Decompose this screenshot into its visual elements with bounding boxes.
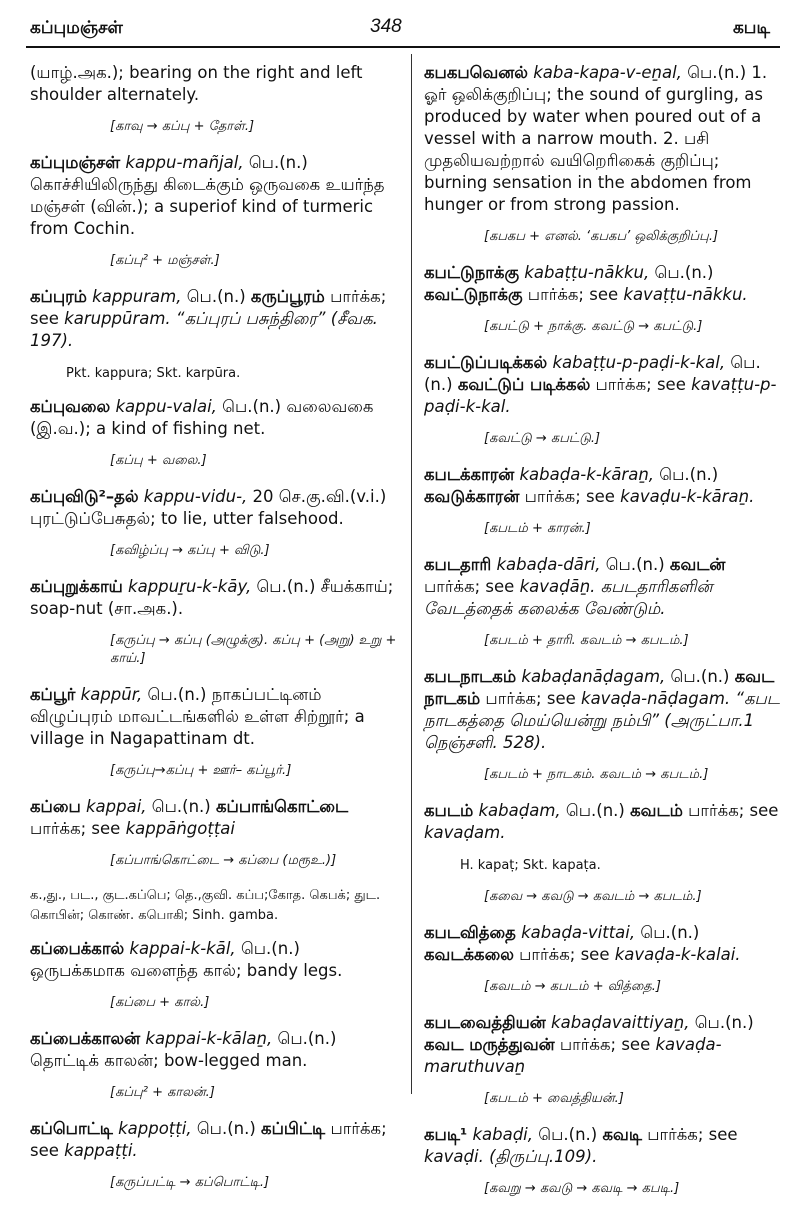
etymology-note: [கவடம் → கபடம் + வித்தை.] [484,979,661,994]
dictionary-entry [30,796,400,840]
dictionary-entry [424,666,782,754]
entry-see-text: பார்க்க; see [519,945,610,964]
entry-headword: கபட்டுப்படிக்கல் [424,353,548,372]
entry-see-target: kavaḍāṉ. கபடதாரிகளின் வேடத்தைக் கலைக்க வேண்டும். [424,577,713,618]
entry-see-target: karuppūram. “கப்புரப் பசுந்திரை” (சீவக. 197). [30,309,378,350]
etymology-note: [கவை → கவடு → கவடம் → கபடம்.] [484,889,702,904]
entry-transliteration: kappai-k-kālaṉ, [145,1029,273,1048]
entry-definition: பெ.(n.) கொச்சியிலிருந்து கிடைக்கும் ஒருவகை உயர்ந்த மஞ்சள் (வின்.); a superiof kind of turmeric from Cochin. [30,153,385,238]
entry-definition: பெ.(n.) [424,353,761,394]
entry-see-target: kavaḍi. (திருப்பு.109). [424,1147,598,1166]
etymology-note: [காவு → கப்பு + தோள்.] [110,119,255,134]
entry-headword: கபடக்காரன் [424,465,515,484]
entry-see-text: பார்க்க; see [527,285,619,304]
entry-headword: கப்புறுக்காய் [30,577,123,596]
entry-headword: கபடி¹ [424,1125,468,1144]
entry-see-target: kavaḍa-nāḍagam. “கபட நாடகத்தை மெய்யென்று நம்பி” (அருட்பா.1 நெஞ்சளி. 528). [424,689,780,752]
entry-transliteration: kabaḍam, [478,801,561,820]
entry-cross-reference: கவடக்கலை [424,945,514,964]
entry-transliteration: kappai, [85,797,147,816]
entry-headword: கப்பை [30,797,81,816]
entry-definition: பெ.(n.) [565,801,625,820]
etymology-note: [கபடம் + வைத்தியன்.] [484,1091,624,1106]
entry-see-text: பார்க்க; see [595,375,686,394]
entry-transliteration: kabaḍi, [472,1125,534,1144]
dictionary-entry [30,1118,400,1162]
entry-headword: கபடவைத்தியன் [424,1013,546,1032]
column-divider [411,54,412,1094]
entry-definition: பெ.(n.) [196,1119,256,1138]
dictionary-entry [424,352,782,418]
etymology-note: [கவட்டு → கபட்டு.] [484,431,601,446]
entry-definition: பெ.(n.) [694,1013,754,1032]
page-header [0,0,800,50]
header-rule [26,46,780,48]
etymology-note: [கப்பு² + காலன்.] [110,1085,215,1100]
entry-transliteration: kappūr, [80,685,143,704]
entry-cross-reference: கவட நாடகம் [424,667,775,708]
entry-definition: 20 செ.கு.வி.(v.i.) புரட்டுப்பேசுதல்; to lie, utter falsehood. [30,487,387,528]
dictionary-entry [30,396,400,440]
dictionary-entry [424,464,782,508]
entry-see-text: பார்க்க; see [524,487,615,506]
cognates-note: H. kapaṭ; Skt. kapaṭa. [460,858,601,873]
entry-headword: கப்புமஞ்சள் [30,153,121,172]
etymology-note: [கருப்பு→கப்பு + ஊர்– கப்பூர்.] [110,763,292,778]
entry-cross-reference: கப்பாங்கொட்டை [216,797,349,816]
entry-see-text: பார்க்க; see [30,287,387,328]
entry-cross-reference: கவட மருத்துவன் [424,1035,555,1054]
entry-see-text: பார்க்க; see [424,577,515,596]
entry-definition: பெ.(n.) [670,667,730,686]
entry-cross-reference: கவடம் [630,801,683,820]
entry-definition: பெ.(n.) [151,797,211,816]
entry-definition: (யாழ்.அக.); bearing on the right and left shoulder alternately. [30,63,363,104]
dictionary-entry [30,62,400,106]
cognates-note: க.,து., பட., குட.கப்பெ; தெ.,குவி. கப்ப;கோத. கெபக்; துட. கொபின்; கொண். கபொகி; Sinh. gamba. [30,888,381,923]
etymology-note: [கபடம் + காரன்.] [484,521,591,536]
guide-word-left: கப்புமஞ்சள் [30,18,123,38]
entry-transliteration: kabaḍa-k-kāraṉ, [519,465,655,484]
entry-transliteration: kappuram, [92,287,182,306]
entry-headword: கப்புரம் [30,287,87,306]
entry-headword: கபட்டுநாக்கு [424,263,520,282]
entry-definition: பெ.(n.) 1. ஓர் ஒலிக்குறிப்பு; the sound of gurgling, as produced by water when poured out of a vessel with a narrow mouth. 2. பசி முதலியவற்றால் வயிறெரிகைக் குறிப்பு; burning sensation in the abdomen from hunger or from strong passion. [424,63,768,214]
entry-see-target: kavaṭṭu-p-paḍi-k-kal. [424,375,777,416]
page-number: 348 [370,16,402,37]
entry-definition: பெ.(n.) [186,287,246,306]
entry-headword: கப்பொட்டி [30,1119,113,1138]
entry-headword: கபடவித்தை [424,923,516,942]
entry-see-text: பார்க்க; see [688,801,779,820]
entry-definition: பெ.(n.) வலைவகை (இ.வ.); a kind of fishing net. [30,397,374,438]
dictionary-entry [424,800,782,844]
left-column [30,62,400,1208]
entry-transliteration: kaba-kapa-v-eṉal, [533,63,682,82]
cognates-note: Pkt. kappura; Skt. karpūra. [66,366,241,381]
etymology-note: [கருப்பு → கப்பு (அழுக்கு). கப்பு + (அறு) உறு + காய்.] [110,633,397,666]
entry-transliteration: kappu-vidu-, [143,487,248,506]
entry-transliteration: kabaḍa-dāri, [496,555,601,574]
guide-word-right: கபடி [732,18,770,38]
dictionary-entry [30,486,400,530]
entry-cross-reference: கப்பிட்டி [261,1119,326,1138]
entry-cross-reference: கவடன் [669,555,726,574]
entry-cross-reference: கவடி [602,1125,642,1144]
entry-cross-reference: கவட்டுப் படிக்கல் [457,375,591,394]
entry-headword: கப்புவிடு²–தல் [30,487,139,506]
etymology-note: [கபடம் + தாரி. கவடம் → கபடம்.] [484,633,689,648]
entry-definition: பெ.(n.) நாகப்பட்டினம் விழுப்புரம் மாவட்டங்களில் உள்ள சிற்றூர்; a village in Nagapattinam dt. [30,685,365,748]
entry-transliteration: kabaṭṭu-p-paḍi-k-kal, [552,353,726,372]
entry-cross-reference: கவட்டுநாக்கு [424,285,523,304]
etymology-note: [கபட்டு + நாக்கு. கவட்டு → கபட்டு.] [484,319,703,334]
entry-see-text: பார்க்க; see [647,1125,738,1144]
entry-see-target: kavaḍa-maruthuvaṉ [424,1035,722,1076]
entry-transliteration: kabaḍavaittiyaṉ, [551,1013,690,1032]
dictionary-entry [30,1028,400,1072]
entry-see-text: பார்க்க; see [30,1119,387,1160]
etymology-note: [கவிழ்ப்பு → கப்பு + விடு.] [110,543,270,558]
entry-headword: கபகபவெனல் [424,63,528,82]
dictionary-entry [30,684,400,750]
entry-definition: பெ.(n.) ஒருபக்கமாக வளைந்த கால்; bandy legs. [30,939,343,980]
entry-definition: பெ.(n.) [659,465,719,484]
entry-definition: பெ.(n.) தொட்டிக் காலன்; bow-legged man. [30,1029,337,1070]
entry-headword: கப்புவலை [30,397,111,416]
entry-headword: கபடம் [424,801,474,820]
entry-definition: பெ.(n.) சீயக்காய்; soap-nut (சா.அக.). [30,577,394,618]
dictionary-entry [424,554,782,620]
dictionary-entry [424,62,782,216]
entry-transliteration: kappu-valai, [115,397,217,416]
dictionary-entry [424,922,782,966]
etymology-note: [கப்பு² + மஞ்சள்.] [110,253,220,268]
entry-see-target: kavaḍa-k-kalai. [614,945,741,964]
right-column [424,62,782,1214]
entry-headword: கப்பைக்காலன் [30,1029,141,1048]
entry-see-target: kavaḍu-k-kāraṉ. [620,487,755,506]
entry-definition: பெ.(n.) [538,1125,598,1144]
etymology-note: [கப்பு + வலை.] [110,453,207,468]
entry-see-text: பார்க்க; see [485,689,576,708]
etymology-note: [கப்பை + கால்.] [110,995,210,1010]
dictionary-entry [30,286,400,352]
etymology-note: [கப்பாங்கொட்டை → கப்பை (மரூஉ.)] [110,853,337,868]
entry-cross-reference: கவடுக்காரன் [424,487,520,506]
dictionary-entry [30,576,400,620]
etymology-note: [கருப்பட்டி → கப்பொட்டி.] [110,1175,270,1190]
entry-transliteration: kappu-mañjal, [125,153,244,172]
entry-definition: பெ.(n.) [654,263,714,282]
entry-definition: பெ.(n.) [640,923,700,942]
dictionary-entry [424,1012,782,1078]
entry-transliteration: kappai-k-kāl, [129,939,236,958]
entry-headword: கபடதாரி [424,555,492,574]
dictionary-entry [424,262,782,306]
entry-transliteration: kabaṭṭu-nākku, [524,263,650,282]
entry-see-target: kappaṭṭi. [64,1141,138,1160]
etymology-note: [கபகப + எனல். ‘கபகப’ ஒலிக்குறிப்பு.] [484,229,719,244]
entry-transliteration: kappoṭṭi, [118,1119,192,1138]
entry-transliteration: kabaḍa-vittai, [521,923,636,942]
dictionary-entry [30,938,400,982]
entry-headword: கபடநாடகம் [424,667,517,686]
entry-see-target: kavaḍam. [424,823,506,842]
entry-headword: கப்பைக்கால் [30,939,125,958]
dictionary-entry [424,1124,782,1168]
entry-see-text: பார்க்க; see [559,1035,651,1054]
etymology-note: [கபடம் + நாடகம். கவடம் → கபடம்.] [484,767,709,782]
entry-definition: பெ.(n.) [605,555,665,574]
entry-see-target: kappāṅgoṭṭai [125,819,235,838]
dictionary-entry [30,152,400,240]
entry-cross-reference: கருப்பூரம் [250,287,325,306]
entry-see-text: பார்க்க; see [30,819,121,838]
etymology-note: [கவறு → கவடு → கவடி → கபடி.] [484,1181,680,1196]
entry-transliteration: kabaḍanāḍagam, [521,667,666,686]
entry-see-target: kavaṭṭu-nākku. [623,285,748,304]
entry-headword: கப்பூர் [30,685,76,704]
entry-transliteration: kappuṟu-k-kāy, [128,577,252,596]
